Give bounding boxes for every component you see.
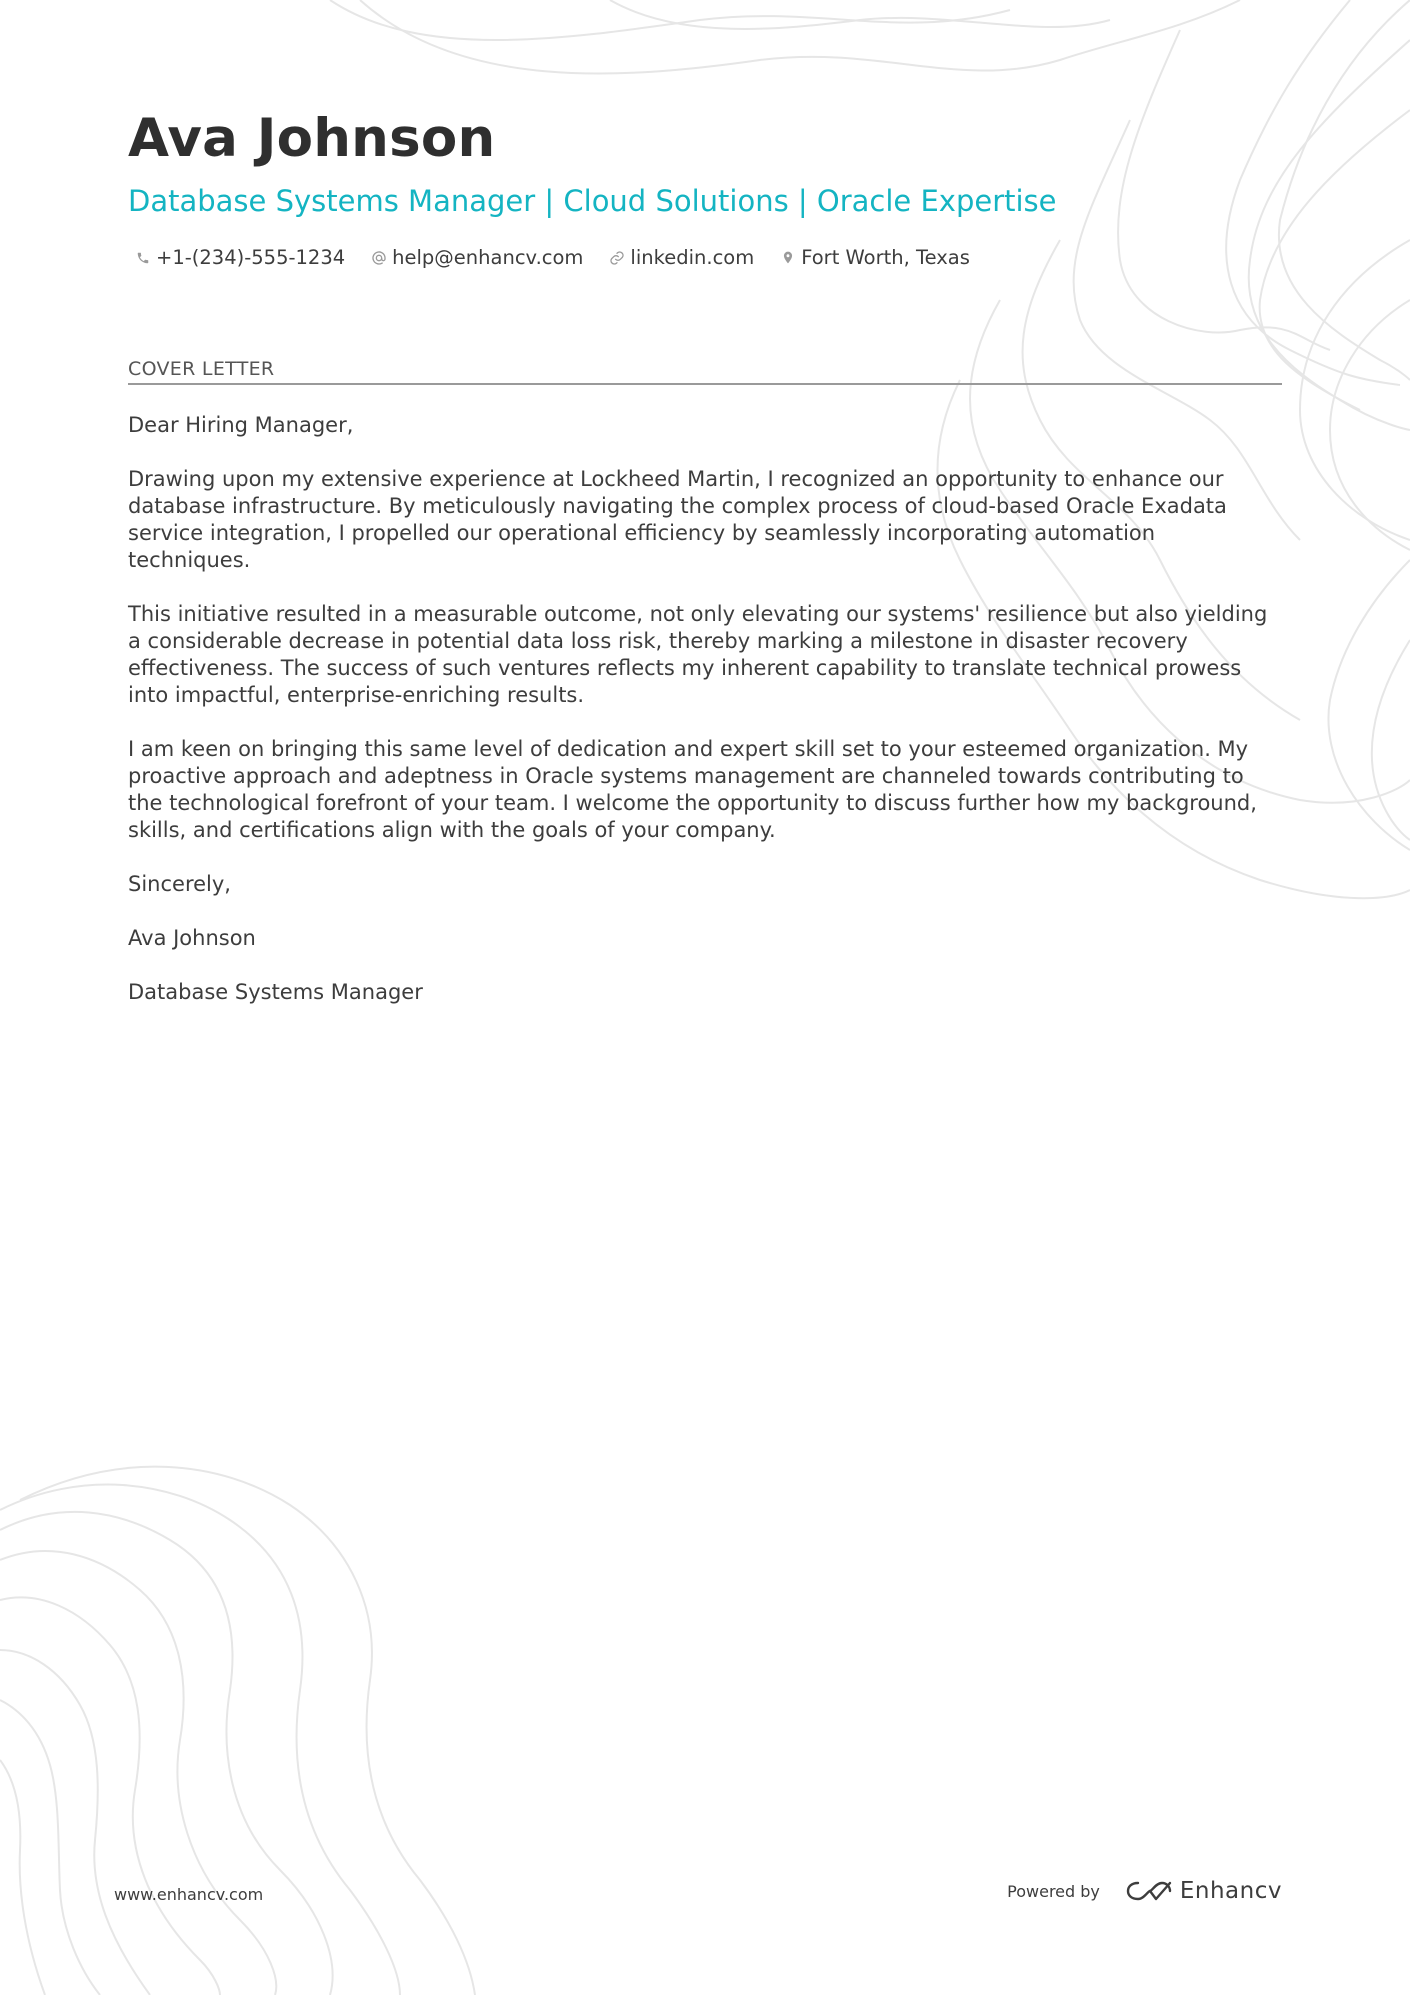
contact-location-text: Fort Worth, Texas [801,246,970,269]
letter-greeting: Dear Hiring Manager, [128,413,354,437]
enhancv-brand-text: Enhancv [1179,1878,1282,1904]
at-icon [371,249,387,267]
footer-branding [1007,1878,1282,1904]
contact-phone-text: +1-(234)-555-1234 [156,246,346,269]
section-divider [128,383,1282,385]
contact-phone[interactable] [135,246,345,269]
powered-by-label: Powered by [1007,1881,1100,1901]
signature-title: Database Systems Manager [128,980,423,1004]
letter-paragraph: This initiative resulted in a measurable outcome, not only elevating our systems' resilience but also yielding a considerable decrease in potential data loss risk, thereby marking a milestone in disaster recovery effectiveness. The success of such ventures reflects my inherent capability to translate technical prowess into impactful, enterprise-enriching results. [128,602,1268,707]
candidate-name: Ava Johnson [128,108,496,169]
link-icon [609,249,625,267]
contact-location [780,246,970,269]
candidate-headline: Database Systems Manager | Cloud Solutions | Oracle Expertise [128,184,1057,218]
letter-closing: Sincerely, [128,872,231,896]
signature-name: Ava Johnson [128,926,256,950]
contact-linkedin[interactable] [609,246,754,269]
enhancv-logo[interactable] [1126,1878,1282,1904]
contact-email[interactable] [371,246,583,269]
contact-email-text: help@enhancv.com [392,246,584,269]
letter-paragraph: I am keen on bringing this same level of dedication and expert skill set to your esteemed organization. My proactive approach and adeptness in Oracle systems management are channeled towards contributing to the technological forefront of your team. I welcome the opportunity to discuss further how my background, skills, and certifications align with the goals of your company. [128,737,1257,842]
section-title-cover-letter: COVER LETTER [128,358,275,380]
cover-letter-body [128,412,1282,1033]
footer-website-link[interactable]: www.enhancv.com [114,1885,264,1904]
contact-info-row [135,246,996,269]
contact-linkedin-text: linkedin.com [630,246,755,269]
phone-icon [135,249,151,267]
location-pin-icon [780,249,796,267]
enhancv-logo-icon [1126,1879,1172,1903]
letter-paragraph: Drawing upon my extensive experience at Lockheed Martin, I recognized an opportunity to enhance our database infrastructure. By meticulously navigating the complex process of cloud-based Oracle Exadata service integration, I propelled our operational efficiency by seamlessly incorporating automation techniques. [128,467,1227,572]
